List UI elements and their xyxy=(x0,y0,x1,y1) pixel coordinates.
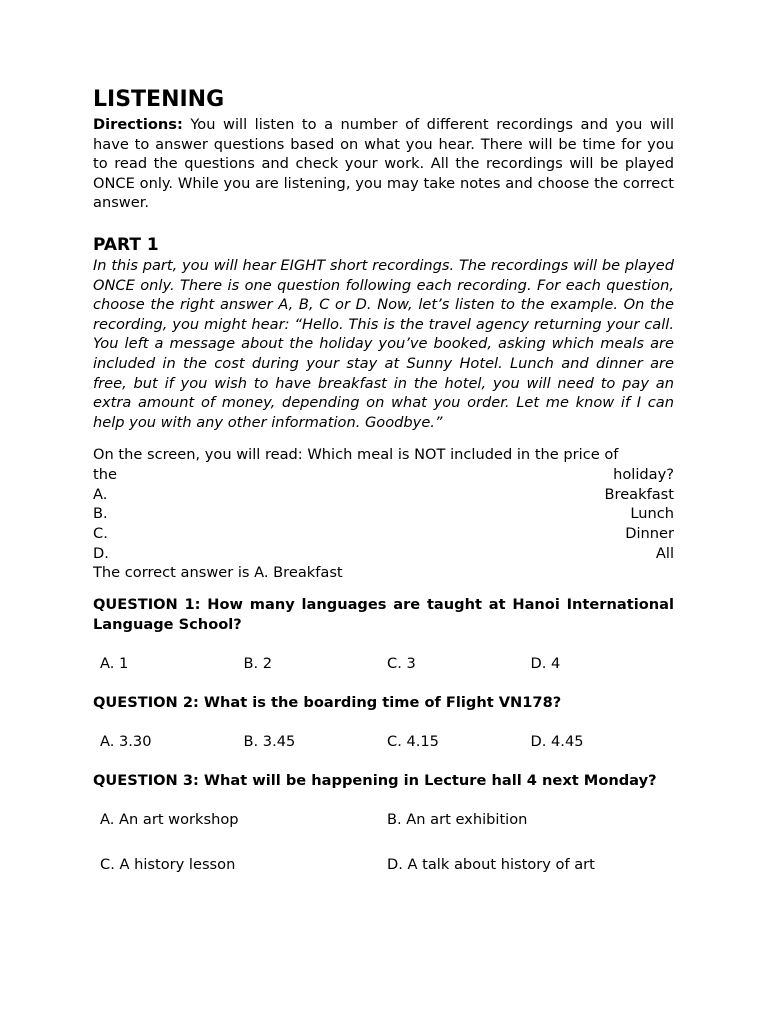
example-correct-answer: The correct answer is A. Breakfast xyxy=(93,564,343,582)
question-1-option-b[interactable]: B. 2 xyxy=(243,655,273,673)
question-2-title: QUESTION 2: What is the boarding time of Flight VN178? xyxy=(93,694,562,712)
example-option-letter: A. xyxy=(93,485,108,503)
example-question-line-2 xyxy=(93,465,674,485)
example-option-c xyxy=(93,524,674,544)
question-3 xyxy=(93,771,674,875)
example-option-letter: D. xyxy=(93,544,109,562)
example-option-text: Dinner xyxy=(625,525,674,543)
question-3-option-a[interactable]: A. An art workshop xyxy=(100,811,239,829)
question-3-options-row-2 xyxy=(93,855,674,874)
example-question-right: holiday? xyxy=(613,465,674,483)
question-3-options-row-1 xyxy=(93,810,674,829)
question-3-option-d[interactable]: D. A talk about history of art xyxy=(387,856,595,874)
part-1-title: PART 1 xyxy=(93,234,159,255)
example-option-letter: B. xyxy=(93,505,108,523)
example-question-line: On the screen, you will read: Which meal is NOT included in the price of xyxy=(93,446,619,464)
question-2-options xyxy=(93,732,674,751)
example-block xyxy=(93,445,674,583)
example-option-b xyxy=(93,504,674,524)
part-1-intro: In this part, you will hear EIGHT short recordings. The recordings will be played ONCE only. There is one question following each recording. For each question, choose the right answer A, B, C or D. Now, let’s listen to the example. On the recording, you might hear: “Hello. This is the travel agency returning your call. You left a message about the holiday you’ve booked, asking which meals are included in the cost during your stay at Sunny Hotel. Lunch and dinner are free, but if you wish to have breakfast in the hotel, you will need to pay an extra amount of money, depending on what you order. Let me know if I can help you with any other information. Goodbye.” xyxy=(93,256,674,431)
question-2-option-d[interactable]: D. 4.45 xyxy=(530,732,584,750)
question-3-title: QUESTION 3: What will be happening in Lecture hall 4 next Monday? xyxy=(93,771,657,789)
directions-paragraph xyxy=(93,115,674,213)
example-option-a xyxy=(93,485,674,505)
question-2 xyxy=(93,693,674,751)
question-1-title: QUESTION 1: How many languages are taught at Hanoi International Language School? xyxy=(93,596,674,633)
example-option-d xyxy=(93,544,674,564)
question-2-option-c[interactable]: C. 4.15 xyxy=(387,732,439,750)
question-1-option-c[interactable]: C. 3 xyxy=(387,655,416,673)
directions-text: You will listen to a number of different recordings and you will have to answer questions based on what you hear. There will be time for you to read the questions and check your work. All the recordings will be played ONCE only. While you are listening, you may take notes and choose the correct answer. xyxy=(93,116,674,212)
page-title: LISTENING xyxy=(93,87,225,112)
directions-label: Directions: xyxy=(93,116,183,133)
example-option-text: Lunch xyxy=(630,505,674,523)
question-1-options xyxy=(93,654,674,673)
question-3-option-b[interactable]: B. An art exhibition xyxy=(387,811,528,829)
question-1-option-d[interactable]: D. 4 xyxy=(530,655,561,673)
question-1-option-a[interactable]: A. 1 xyxy=(100,655,129,673)
question-2-option-a[interactable]: A. 3.30 xyxy=(100,732,152,750)
question-1 xyxy=(93,595,674,673)
example-question-left: the xyxy=(93,465,117,483)
example-option-text: All xyxy=(655,544,674,562)
question-2-option-b[interactable]: B. 3.45 xyxy=(243,732,296,750)
example-option-letter: C. xyxy=(93,525,108,543)
example-option-text: Breakfast xyxy=(604,485,674,503)
question-3-option-c[interactable]: C. A history lesson xyxy=(100,856,236,874)
document-page xyxy=(93,86,674,874)
